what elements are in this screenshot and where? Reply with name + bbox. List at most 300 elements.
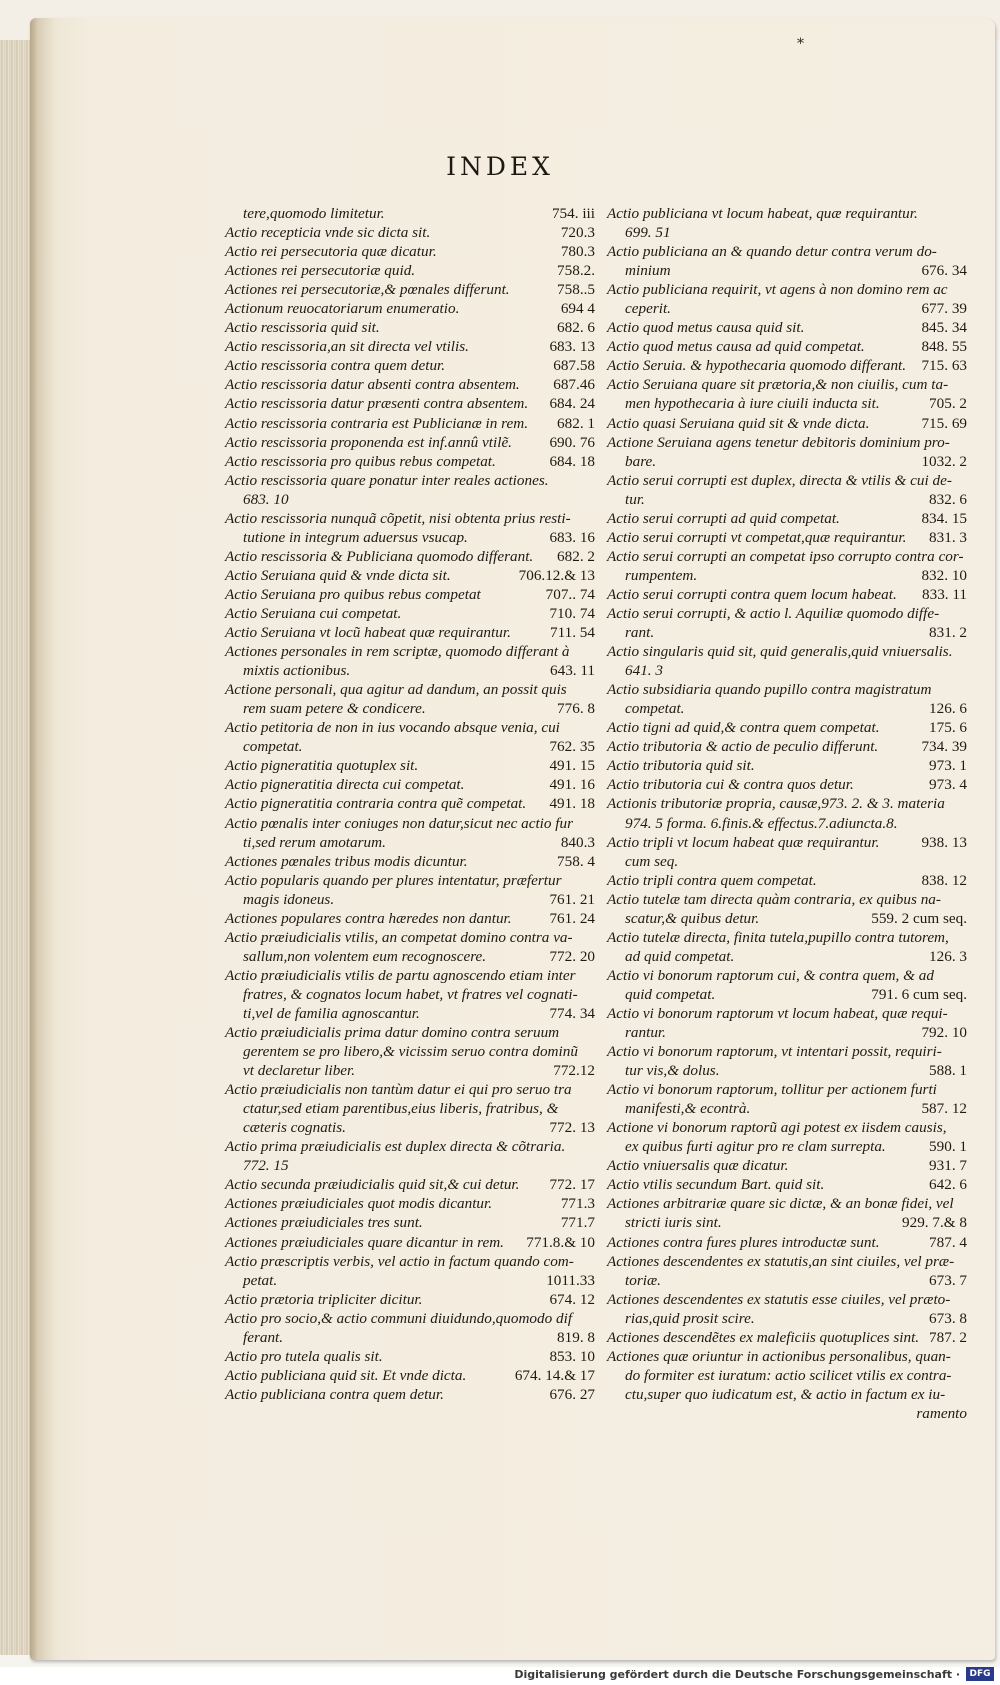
index-entry — [607, 814, 967, 833]
entry-reference: 762. 35 — [549, 738, 595, 756]
index-entry — [607, 871, 967, 890]
index-entry — [225, 1252, 595, 1271]
entry-text: Actiones personales in rem scriptæ, quomodo differant à — [225, 643, 570, 661]
index-entry — [225, 433, 595, 452]
index-entry — [607, 852, 967, 871]
index-entry — [607, 1042, 967, 1061]
index-entry — [607, 718, 967, 737]
entry-text: Actio popularis quando per plures intentatur, præfertur — [225, 871, 562, 889]
entry-text: Actio recepticia vnde sic dicta sit. — [225, 224, 431, 242]
index-entry — [225, 604, 595, 623]
entry-text: Actio vtilis secundum Bart. quid sit. — [607, 1176, 825, 1194]
index-column-right — [607, 204, 967, 1423]
index-entry — [225, 680, 595, 699]
index-entry — [607, 471, 967, 490]
entry-reference: 834. 15 — [921, 509, 967, 527]
entry-text: cæteris cognatis. — [243, 1119, 346, 1137]
entry-text: Actio Seruia. & hypothecaria quomodo differant. — [607, 357, 907, 375]
index-entry — [225, 337, 595, 356]
index-entry — [607, 1404, 967, 1423]
entry-text: Actio publiciana requirit, vt agens à non domino rem ac — [607, 281, 948, 299]
entry-text: Actio pro socio,& actio communi diuidundo,quomodo dif — [225, 1309, 573, 1327]
index-entry — [225, 833, 595, 852]
index-entry — [225, 356, 595, 375]
entry-text: Actio præiudicialis prima datur domino contra seruum — [225, 1024, 560, 1042]
entry-text: ramento — [916, 1404, 967, 1422]
entry-text: Actiones rei persecutoriæ quid. — [225, 262, 416, 280]
entry-reference: 690. 76 — [549, 433, 595, 451]
entry-text: Actio rescissoria & Publiciana quomodo differant. — [225, 547, 534, 565]
index-entry — [607, 1385, 967, 1404]
index-entry — [607, 1309, 967, 1328]
entry-reference: 772. 20 — [549, 947, 595, 965]
entry-text: quid competat. — [625, 985, 716, 1003]
entry-text: Actio præiudicialis vtilis de partu agnoscendo etiam inter — [225, 966, 576, 984]
entry-reference: 676. 27 — [549, 1385, 595, 1403]
index-entry — [225, 890, 595, 909]
entry-reference: 643. 11 — [550, 662, 595, 680]
index-entry — [607, 375, 967, 394]
entry-text: Actio publiciana contra quem detur. — [225, 1385, 444, 1403]
index-entry — [225, 871, 595, 890]
entry-text: do formiter est iuratum: actio scilicet vtilis ex contra- — [625, 1366, 952, 1384]
index-entry — [225, 204, 595, 223]
index-entry — [607, 1137, 967, 1156]
entry-reference: 674. 12 — [549, 1290, 595, 1308]
entry-reference: 832. 10 — [921, 566, 967, 584]
index-entry — [607, 223, 967, 242]
entry-reference: 715. 63 — [921, 357, 967, 375]
entry-reference: 774. 34 — [549, 1004, 595, 1022]
index-entry — [225, 1309, 595, 1328]
index-entry — [225, 1023, 595, 1042]
index-entry — [607, 414, 967, 433]
entry-reference: 720.3 — [560, 224, 595, 242]
index-entry — [225, 928, 595, 947]
entry-text: ctatur,sed etiam parentibus,eius liberis, fratribus, & — [243, 1100, 559, 1118]
entry-text: Actio prætoria tripliciter dicitur. — [225, 1290, 423, 1308]
entry-reference: 705. 2 — [929, 395, 967, 413]
index-entry — [225, 661, 595, 680]
entry-text: ctu,super quo iudicatum est, & actio in factum ex iu- — [625, 1385, 946, 1403]
entry-text: vt declaretur liber. — [243, 1062, 356, 1080]
index-entry — [225, 1004, 595, 1023]
entry-text: Actiones rei persecutoriæ,& pœnales differunt. — [225, 281, 510, 299]
entry-text: Actiones arbitrariæ quare sic dictæ, & an bonæ fidei, vel — [607, 1195, 954, 1213]
entry-reference: 973. 1 — [929, 757, 967, 775]
entry-reference: 772. 13 — [549, 1119, 595, 1137]
index-entry — [225, 1385, 595, 1404]
entry-reference: 491. 15 — [549, 757, 595, 775]
entry-reference: 684. 18 — [549, 452, 595, 470]
entry-text: 683. 10 — [243, 490, 289, 508]
index-entry — [607, 433, 967, 452]
index-entry — [225, 947, 595, 966]
entry-text: Actio tributoria cui & contra quos detur. — [607, 776, 854, 794]
index-entry — [225, 280, 595, 299]
entry-reference: 682. 1 — [557, 414, 595, 432]
entry-reference: 754. iii — [551, 205, 595, 222]
entry-text: ti,vel de familia agnoscantur. — [243, 1004, 420, 1022]
index-entry — [607, 1080, 967, 1099]
index-entry — [607, 242, 967, 261]
entry-reference: 682. 2 — [557, 547, 595, 565]
entry-text: Actio tripli contra quem competat. — [607, 871, 817, 889]
entry-reference: 776. 8 — [557, 700, 595, 718]
index-entry — [607, 1252, 967, 1271]
index-entry — [225, 1042, 595, 1061]
entry-text: Actionum reuocatoriarum enumeratio. — [225, 300, 460, 318]
entry-text: Actiones præiudiciales quare dicantur in rem. — [225, 1233, 504, 1251]
entry-text: Actio rescissoria quare ponatur inter reales actiones. — [225, 471, 549, 489]
entry-text: Actione Seruiana agens tenetur debitoris dominium pro- — [607, 433, 950, 451]
index-entry — [225, 699, 595, 718]
entry-text: Actio serui corrupti vt competat,quæ requirantur. — [607, 528, 907, 546]
index-entry — [225, 1347, 595, 1366]
entry-reference: 715. 69 — [921, 414, 967, 432]
entry-text: Actio prima præiudicialis est duplex directa & cõtraria. — [225, 1138, 566, 1156]
entry-reference: 771.7 — [560, 1214, 595, 1232]
index-entry — [607, 356, 967, 375]
entry-text: Actione vi bonorum raptorũ agi potest ex iisdem causis, — [607, 1119, 947, 1137]
entry-reference: 787. 4 — [929, 1233, 967, 1251]
entry-text: ti,sed rerum amotarum. — [243, 833, 386, 851]
index-entry — [607, 299, 967, 318]
entry-text: minium — [625, 262, 671, 280]
index-entry — [607, 699, 967, 718]
entry-text: rias,quid prosit scire. — [625, 1309, 755, 1327]
entry-text: Actiones populares contra hæredes non dantur. — [225, 909, 512, 927]
entry-text: Actio quod metus causa quid sit. — [607, 319, 805, 337]
index-entry — [225, 1194, 595, 1213]
entry-reference: 674. 14.& 17 — [514, 1366, 595, 1384]
entry-reference: 853. 10 — [549, 1347, 595, 1365]
entry-text: Actio præiudicialis non tantùm datur ei qui pro seruo tra — [225, 1081, 572, 1099]
index-entry — [607, 337, 967, 356]
index-entry — [607, 547, 967, 566]
index-entry — [607, 509, 967, 528]
index-entry — [225, 794, 595, 813]
entry-reference: 711. 54 — [550, 624, 595, 642]
index-entry — [225, 1118, 595, 1137]
entry-reference: 734. 39 — [921, 738, 967, 756]
entry-reference: 831. 2 — [929, 624, 967, 642]
entry-reference: 758..5 — [557, 281, 595, 299]
index-entry — [607, 1099, 967, 1118]
entry-text: Actiones descendẽtes ex maleficiis quotuplices sint. — [607, 1328, 920, 1346]
index-entry — [607, 280, 967, 299]
entry-text: Actio rescissoria quid sit. — [225, 319, 380, 337]
entry-text: fratres, & cognatos locum habet, vt fratres vel cognati- — [243, 985, 578, 1003]
index-entry — [607, 966, 967, 985]
entry-text: 772. 15 — [243, 1157, 289, 1175]
entry-reference: 687.58 — [553, 357, 595, 375]
entry-text: Actio petitoria de non in ius vocando absque venia, cui — [225, 719, 560, 737]
entry-reference: 819. 8 — [557, 1328, 595, 1346]
index-entry — [225, 718, 595, 737]
entry-text: Actio vi bonorum raptorum vt locum habeat, quæ requi- — [607, 1004, 948, 1022]
entry-reference: 771.3 — [560, 1195, 595, 1213]
index-entry — [607, 528, 967, 547]
entry-reference: 845. 34 — [921, 319, 967, 337]
entry-reference: 772.12 — [553, 1062, 595, 1080]
entry-reference: 491. 16 — [549, 776, 595, 794]
entry-text: Actio serui corrupti, & actio l. Aquiliæ quomodo diffe- — [607, 604, 940, 622]
entry-reference: 706.12.& 13 — [518, 566, 595, 584]
entry-text: Actio pœnalis inter coniuges non datur,sicut nec actio fur — [225, 814, 574, 832]
entry-text: Actiones præiudiciales tres sunt. — [225, 1214, 423, 1232]
entry-text: competat. — [625, 700, 685, 718]
entry-text: Actio serui corrupti an competat ipso corrupto contra cor- — [607, 547, 964, 565]
entry-text: tutione in integrum aduersus vsucap. — [243, 528, 468, 546]
index-entry — [607, 585, 967, 604]
entry-text: Actio quasi Seruiana quid sit & vnde dicta. — [607, 414, 870, 432]
entry-reference: 683. 13 — [549, 338, 595, 356]
index-entry — [225, 585, 595, 604]
entry-text: 974. 5 forma. 6.finis.& effectus.7.adiuncta.8. — [625, 814, 898, 832]
entry-text: Actio pro tutela qualis sit. — [225, 1347, 383, 1365]
index-entry — [607, 1233, 967, 1252]
index-entry — [225, 852, 595, 871]
entry-text: sallum,non volentem eum recognoscere. — [243, 947, 487, 965]
index-entry — [607, 890, 967, 909]
entry-text: tur. — [625, 490, 645, 508]
entry-reference: 848. 55 — [921, 338, 967, 356]
entry-text: cum seq. — [625, 852, 679, 870]
entry-reference: 780.3 — [560, 243, 595, 261]
entry-text: ferant. — [243, 1328, 284, 1346]
entry-text: Actio præscriptis verbis, vel actio in factum quando com- — [225, 1252, 574, 1270]
index-entry — [225, 1099, 595, 1118]
index-entry — [607, 1213, 967, 1232]
entry-reference: 673. 8 — [929, 1309, 967, 1327]
entry-reference: 126. 3 — [929, 947, 967, 965]
entry-text: 641. 3 — [625, 662, 663, 680]
index-entry — [607, 775, 967, 794]
index-entry — [607, 1347, 967, 1366]
index-entry — [225, 566, 595, 585]
index-entry — [225, 394, 595, 413]
entry-reference: 938. 13 — [921, 833, 967, 851]
index-entry — [225, 471, 595, 490]
entry-text: Actio publiciana vt locum habeat, quæ requirantur. — [607, 205, 918, 222]
entry-text: Actiones contra fures plures introductæ sunt. — [607, 1233, 880, 1251]
index-entry — [607, 1194, 967, 1213]
index-entry — [607, 261, 967, 280]
index-entry — [225, 1061, 595, 1080]
index-entry — [225, 756, 595, 775]
index-entry — [225, 414, 595, 433]
entry-text: Actio tripli vt locum habeat quæ requirantur. — [607, 833, 880, 851]
index-entry — [607, 1271, 967, 1290]
index-entry — [607, 794, 967, 813]
index-entry — [607, 833, 967, 852]
index-entry — [225, 909, 595, 928]
entry-reference: 840.3 — [560, 833, 595, 851]
entry-text: Actio singularis quid sit, quid generalis,quid vniuersalis. — [607, 643, 953, 661]
index-entry — [607, 1290, 967, 1309]
entry-reference: 710. 74 — [549, 604, 595, 622]
entry-reference: 791. 6 cum seq. — [871, 985, 967, 1003]
entry-text: Actio rescissoria datur præsenti contra absentem. — [225, 395, 529, 413]
index-entry — [607, 452, 967, 471]
index-entry — [607, 1156, 967, 1175]
entry-text: Actio rescissoria contraria est Publicianæ in rem. — [225, 414, 529, 432]
entry-text: rant. — [625, 624, 655, 642]
entry-text: Actio tutelæ directa, finita tutela,pupillo contra tutorem, — [607, 928, 949, 946]
entry-reference: 1011.33 — [546, 1271, 595, 1289]
entry-text: scatur,& quibus detur. — [625, 909, 760, 927]
entry-reference: 771.8.& 10 — [526, 1233, 595, 1251]
index-entry — [607, 642, 967, 661]
index-entry — [607, 909, 967, 928]
entry-reference: 758.2. — [557, 262, 595, 280]
entry-text: rumpentem. — [625, 566, 698, 584]
index-entry — [607, 604, 967, 623]
index-entry — [225, 737, 595, 756]
index-column-left — [225, 204, 595, 1404]
entry-text: bare. — [625, 452, 657, 470]
entry-reference: 687.46 — [553, 376, 595, 394]
entry-text: Actio serui corrupti contra quem locum habeat. — [607, 585, 897, 603]
entry-text: Actio Seruiana cui competat. — [225, 604, 402, 622]
entry-text: ad quid competat. — [625, 947, 735, 965]
index-entry — [225, 775, 595, 794]
entry-text: 699. 51 — [625, 224, 671, 242]
entry-text: tere,quomodo limitetur. — [243, 205, 385, 222]
entry-reference: 929. 7.& 8 — [902, 1214, 967, 1232]
footer-credit: Digitalisierung gefördert durch die Deutsche Forschungsgemeinschaft · — [514, 1668, 960, 1681]
page-title: INDEX — [446, 152, 554, 181]
index-entry — [225, 242, 595, 261]
index-entry — [225, 261, 595, 280]
index-entry — [225, 623, 595, 642]
entry-text: Actiones præiudiciales quot modis dicantur. — [225, 1195, 493, 1213]
entry-text: Actio rescissoria pro quibus rebus competat. — [225, 452, 496, 470]
index-entry — [607, 947, 967, 966]
entry-text: Actione personali, qua agitur ad dandum, an possit quis — [225, 681, 567, 699]
index-entry — [225, 1366, 595, 1385]
entry-reference: 590. 1 — [929, 1138, 967, 1156]
index-entry — [225, 509, 595, 528]
entry-text: Actio publiciana quid sit. Et vnde dicta. — [225, 1366, 467, 1384]
entry-text: Actionis tributoriæ propria, causæ,973. 2. & 3. materia — [607, 795, 945, 813]
entry-text: Actio pigneratitia contraria contra quẽ competat. — [225, 795, 527, 813]
index-entry — [225, 452, 595, 471]
entry-text: ceperit. — [625, 300, 671, 318]
index-entry — [225, 814, 595, 833]
entry-text: Actio secunda præiudicialis quid sit,& cui detur. — [225, 1176, 520, 1194]
entry-text: Actio vi bonorum raptorum cui, & contra quem, & ad — [607, 966, 934, 984]
entry-text: Actio serui corrupti ad quid competat. — [607, 509, 840, 527]
entry-reference: 973. 4 — [929, 776, 967, 794]
index-entry — [607, 985, 967, 1004]
entry-text: Actio pigneratitia directa cui competat. — [225, 776, 465, 794]
entry-text: magis idoneus. — [243, 890, 335, 908]
entry-text: Actio pigneratitia quotuplex sit. — [225, 757, 419, 775]
index-entry — [607, 1328, 967, 1347]
entry-text: rantur. — [625, 1024, 666, 1042]
entry-text: Actiones pœnales tribus modis dicuntur. — [225, 852, 468, 870]
index-entry — [607, 928, 967, 947]
index-entry — [607, 680, 967, 699]
entry-reference: 831. 3 — [929, 528, 967, 546]
entry-reference: 642. 6 — [929, 1176, 967, 1194]
index-entry — [607, 756, 967, 775]
index-entry — [225, 1156, 595, 1175]
index-entry — [225, 375, 595, 394]
index-entry — [225, 1328, 595, 1347]
entry-reference: 587. 12 — [921, 1100, 967, 1118]
entry-text: Actiones descendentes ex statutis esse ciuiles, vel præto- — [607, 1290, 951, 1308]
entry-reference: 175. 6 — [929, 719, 967, 737]
corner-mark: * — [797, 36, 804, 52]
entry-reference: 761. 24 — [549, 909, 595, 927]
entry-text: Actio rescissoria,an sit directa vel vtilis. — [225, 338, 469, 356]
index-entry — [225, 1271, 595, 1290]
entry-text: toriæ. — [625, 1271, 661, 1289]
entry-text: manifesti,& econtrà. — [625, 1100, 751, 1118]
entry-reference: 931. 7 — [929, 1157, 967, 1175]
entry-reference: 559. 2 cum seq. — [871, 909, 967, 927]
entry-text: Actio tributoria quid sit. — [607, 757, 755, 775]
index-entry — [607, 566, 967, 585]
entry-reference: 772. 17 — [549, 1176, 595, 1194]
index-entry — [225, 318, 595, 337]
entry-reference: 684. 24 — [549, 395, 595, 413]
index-entry — [607, 737, 967, 756]
entry-text: ex quibus furti agitur pro re clam surrepta. — [625, 1138, 886, 1156]
entry-text: Actio Seruiana quare sit prætoria,& non ciuilis, cum ta- — [607, 376, 949, 394]
index-entry — [225, 1290, 595, 1309]
entry-text: Actio Seruiana pro quibus rebus competat — [225, 585, 481, 603]
entry-text: mixtis actionibus. — [243, 662, 351, 680]
entry-text: Actio Seruiana vt locũ habeat quæ requirantur. — [225, 624, 511, 642]
entry-reference: 677. 39 — [921, 300, 967, 318]
entry-text: Actio tributoria & actio de peculio differunt. — [607, 738, 879, 756]
entry-text: rem suam petere & condicere. — [243, 700, 426, 718]
entry-text: Actiones quæ oriuntur in actionibus personalibus, quan- — [607, 1347, 951, 1365]
index-entry — [607, 623, 967, 642]
entry-reference: 761. 21 — [549, 890, 595, 908]
entry-reference: 758. 4 — [557, 852, 595, 870]
entry-reference: 673. 7 — [929, 1271, 967, 1289]
entry-text: petat. — [243, 1271, 278, 1289]
entry-text: Actio vniuersalis quæ dicatur. — [607, 1157, 789, 1175]
entry-text: Actio præiudicialis vtilis, an competat domino contra va- — [225, 928, 573, 946]
entry-reference: 707.. 74 — [545, 585, 595, 603]
entry-reference: 588. 1 — [929, 1062, 967, 1080]
index-entry — [607, 1061, 967, 1080]
entry-text: Actio Seruiana quid & vnde dicta sit. — [225, 566, 451, 584]
entry-reference: 491. 18 — [549, 795, 595, 813]
index-entry — [607, 318, 967, 337]
entry-reference: 126. 6 — [929, 700, 967, 718]
entry-text: Actio vi bonorum raptorum, vt intentari possit, requiri- — [607, 1043, 942, 1061]
entry-text: men hypothecaria à iure ciuili inducta sit. — [625, 395, 880, 413]
index-entry — [225, 490, 595, 509]
entry-text: Actio rescissoria datur absenti contra absentem. — [225, 376, 520, 394]
index-entry — [225, 966, 595, 985]
entry-text: competat. — [243, 738, 303, 756]
index-entry — [607, 1366, 967, 1385]
index-entry — [225, 1233, 595, 1252]
index-entry — [225, 528, 595, 547]
entry-reference: 787. 2 — [929, 1328, 967, 1346]
index-entry — [607, 1023, 967, 1042]
index-entry — [225, 642, 595, 661]
index-entry — [607, 1004, 967, 1023]
